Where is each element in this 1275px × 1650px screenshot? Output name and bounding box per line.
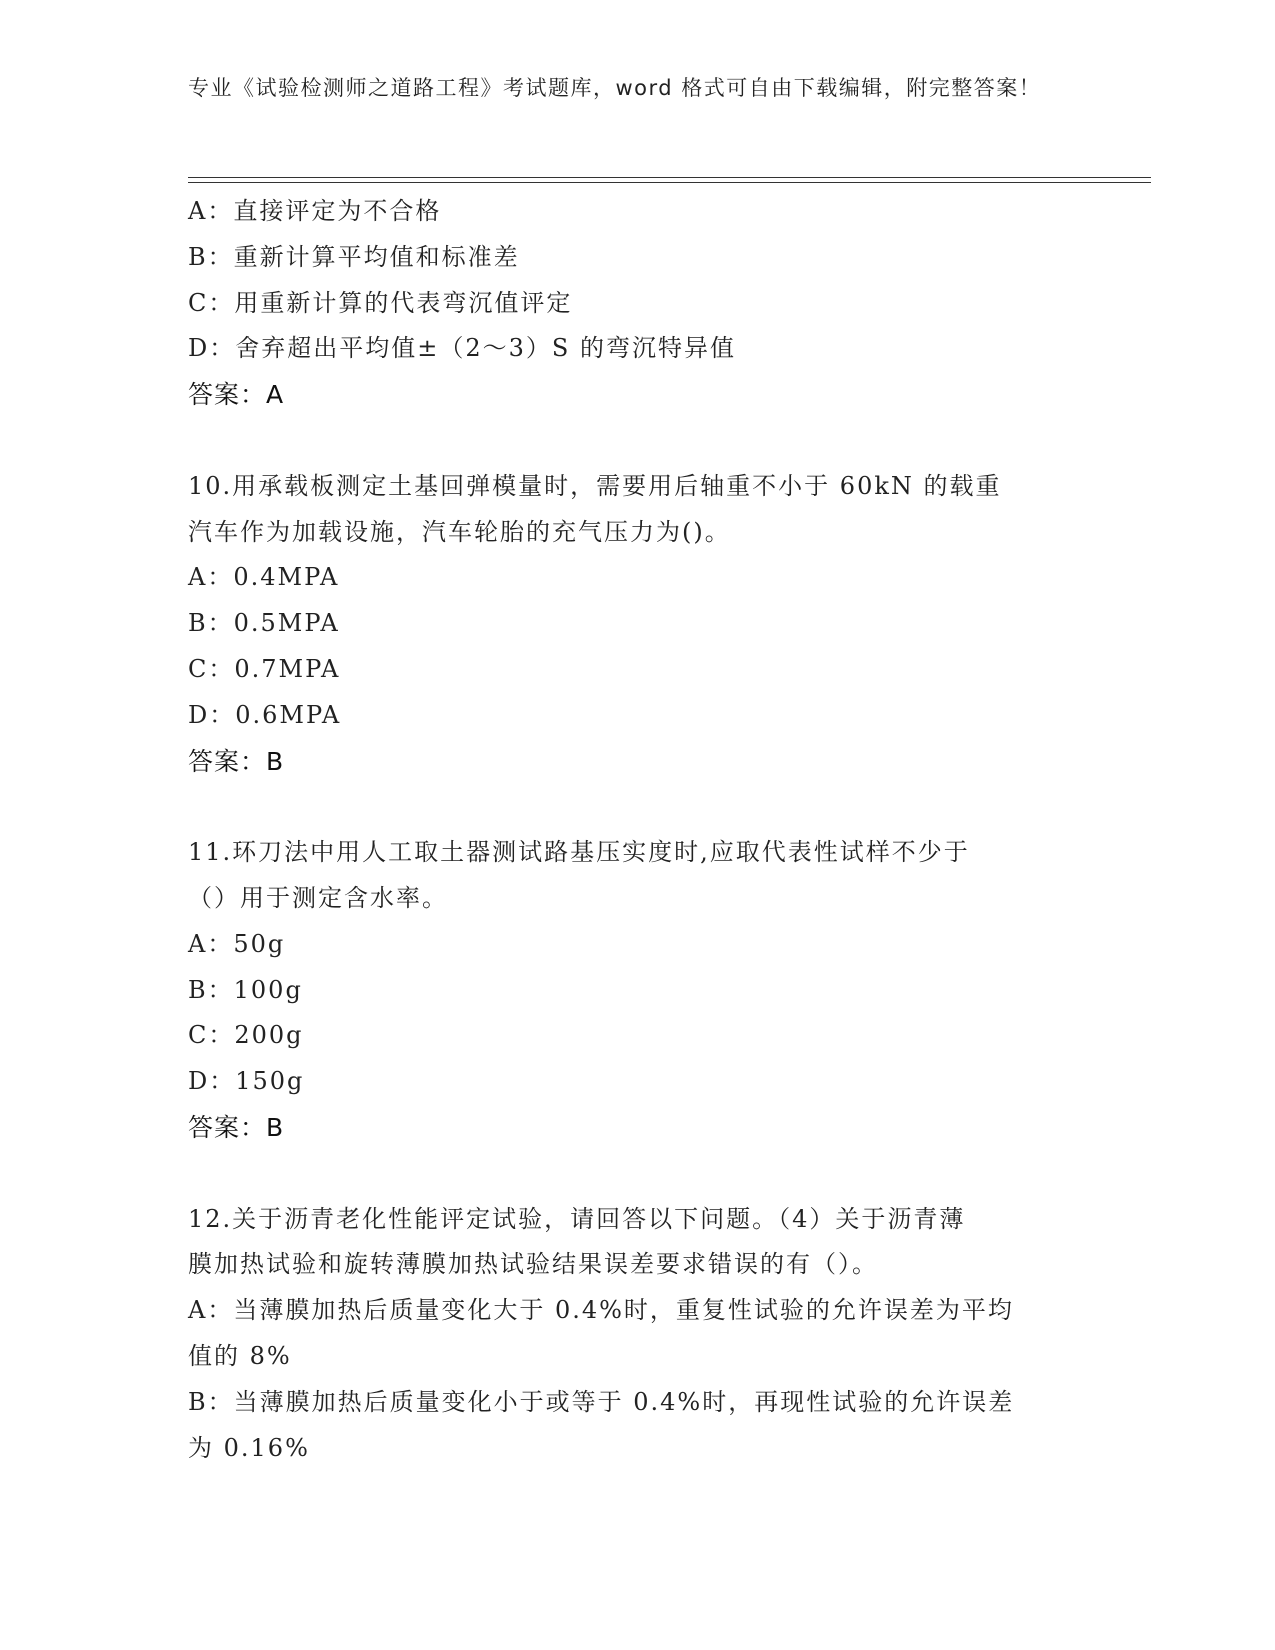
option-c: C：0.7MPA — [188, 654, 341, 683]
answer: 答案：A — [188, 380, 285, 410]
answer: 答案：B — [188, 1112, 285, 1142]
question-stem-cont: 汽车作为加载设施，汽车轮胎的充气压力为()。 — [188, 517, 731, 546]
answer: 答案：B — [188, 746, 285, 776]
spacer — [188, 784, 1088, 830]
header-rule-top — [188, 177, 1151, 178]
option-b-cont: 为 0.16% — [188, 1433, 310, 1462]
option-a: A：直接评定为不合格 — [188, 197, 442, 225]
option-a: A：当薄膜加热后质量变化大于 0.4%时，重复性试验的允许误差为平均 — [188, 1296, 1014, 1325]
option-a: A：0.4MPA — [188, 563, 340, 592]
option-b: B：0.5MPA — [188, 609, 340, 638]
option-b: B：重新计算平均值和标准差 — [188, 242, 520, 271]
option-d: D：舍弃超出平均值±（2～3）S 的弯沉特异值 — [188, 334, 736, 363]
question-stem: 12.关于沥青老化性能评定试验，请回答以下问题。（4）关于沥青薄 — [188, 1204, 966, 1233]
option-b: B：当薄膜加热后质量变化小于或等于 0.4%时，再现性试验的允许误差 — [188, 1387, 1015, 1416]
option-d: D：0.6MPA — [188, 700, 342, 729]
spacer — [188, 418, 1088, 464]
document-body — [188, 189, 1088, 1471]
option-c: C：200g — [188, 1021, 304, 1050]
option-a: A：50g — [188, 929, 286, 958]
question-12 — [188, 1197, 1088, 1472]
spacer — [188, 1151, 1088, 1197]
option-d: D：150g — [188, 1067, 305, 1096]
question-11 — [188, 830, 1088, 1151]
question-9 — [188, 189, 1088, 418]
question-stem-cont: 膜加热试验和旋转薄膜加热试验结果误差要求错误的有（）。 — [188, 1250, 878, 1279]
document-header: 专业《试验检测师之道路工程》考试题库，word 格式可自由下载编辑，附完整答案！ — [188, 76, 1042, 100]
option-b: B：100g — [188, 975, 303, 1004]
question-stem: 11.环刀法中用人工取土器测试路基压实度时,应取代表性试样不少于 — [188, 838, 970, 867]
option-c: C：用重新计算的代表弯沉值评定 — [188, 288, 573, 317]
header-rule-bottom — [188, 182, 1151, 183]
option-a-cont: 值的 8% — [188, 1341, 292, 1370]
question-10 — [188, 464, 1088, 785]
question-stem-cont: （）用于测定含水率。 — [188, 883, 448, 912]
question-stem: 10.用承载板测定土基回弹模量时，需要用后轴重不小于 60kN 的载重 — [188, 471, 1002, 500]
